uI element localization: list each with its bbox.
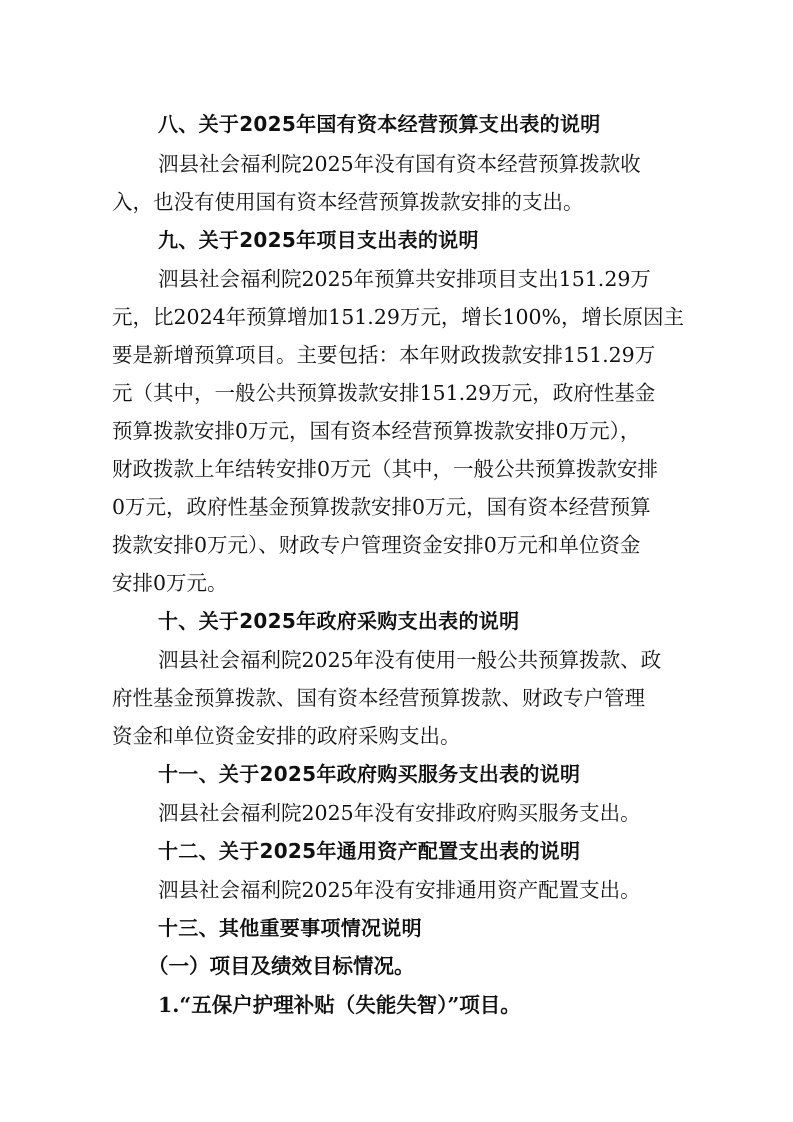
paragraph-line: 要是新增预算项目。主要包括：本年财政拨款安排151.29万 <box>112 343 656 367</box>
paragraph-line: 财政拨款上年结转安排0万元（其中，一般公共预算拨款安排 <box>112 457 659 481</box>
paragraph-line: 0万元，政府性基金预算拨款安排0万元，国有资本经营预算 <box>112 495 651 519</box>
paragraph-line: 府性基金预算拨款、国有资本经营预算拨款、财政专户管理 <box>112 686 645 710</box>
paragraph-line: 元（其中，一般公共预算拨款安排151.29万元，政府性基金 <box>112 381 656 405</box>
paragraph-line: 泗县社会福利院2025年没有安排政府购买服务支出。 <box>158 801 641 825</box>
item-heading: 1.“五保户护理补贴（失能失智）”项目。 <box>158 993 521 1017</box>
paragraph-line: 入，也没有使用国有资本经营预算拨款安排的支出。 <box>112 190 584 214</box>
paragraph-line: 泗县社会福利院2025年没有国有资本经营预算拨款收 <box>158 152 641 176</box>
paragraph-line: 泗县社会福利院2025年没有安排通用资产配置支出。 <box>158 878 641 902</box>
section-heading-10: 十、关于2025年政府采购支出表的说明 <box>158 609 520 633</box>
section-heading-13: 十三、其他重要事项情况说明 <box>158 916 422 940</box>
section-heading-9: 九、关于2025年项目支出表的说明 <box>158 228 479 252</box>
paragraph-line: 泗县社会福利院2025年预算共安排项目支出151.29万 <box>158 267 651 291</box>
paragraph-line: 预算拨款安排0万元，国有资本经营预算拨款安排0万元）， <box>112 419 641 443</box>
paragraph-line: 安排0万元。 <box>112 571 228 595</box>
paragraph-line: 泗县社会福利院2025年没有使用一般公共预算拨款、政 <box>158 648 662 672</box>
paragraph-line: 资金和单位资金安排的政府采购支出。 <box>112 724 461 748</box>
section-heading-11: 十一、关于2025年政府购买服务支出表的说明 <box>158 762 581 786</box>
section-heading-12: 十二、关于2025年通用资产配置支出表的说明 <box>158 839 581 863</box>
section-heading-8: 八、关于2025年国有资本经营预算支出表的说明 <box>158 112 601 136</box>
paragraph-line: 拨款安排0万元）、财政专户管理资金安排0万元和单位资金 <box>112 533 641 557</box>
paragraph-line: 元，比2024年预算增加151.29万元，增长100%，增长原因主 <box>112 305 685 329</box>
subsection-heading: （一）项目及绩效目标情况。 <box>148 954 415 978</box>
